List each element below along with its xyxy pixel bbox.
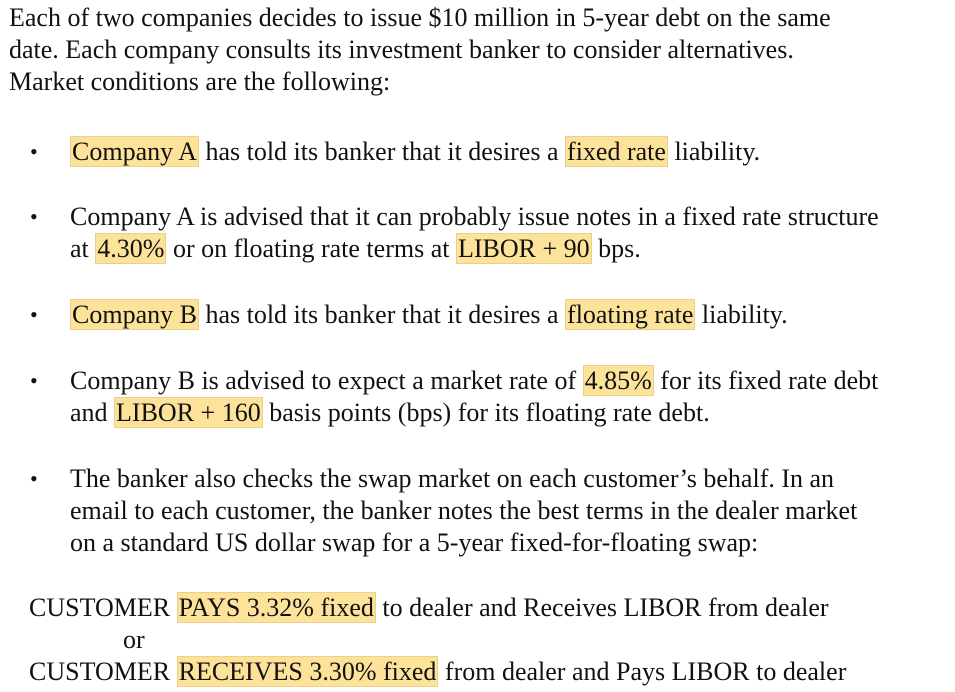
intro-line: Market conditions are the following: (9, 67, 391, 96)
intro-paragraph (9, 2, 939, 98)
swap-text-segment: from dealer and Pays LIBOR to dealer (438, 657, 847, 686)
bullet-icon: • (30, 139, 38, 164)
swap-or: or (123, 625, 145, 654)
swap-text-segment: to dealer and Receives LIBOR from dealer (375, 593, 829, 622)
bullet-icon: • (30, 368, 38, 393)
bullet-text (70, 299, 950, 331)
highlight-floating-rate-value: LIBOR + 160 (116, 398, 261, 427)
bullet-icon: • (30, 302, 38, 327)
highlight-fixed-rate-value: 4.85% (584, 366, 652, 395)
bullet-text-segment: or on floating rate terms at (166, 234, 456, 263)
intro-line: Each of two companies decides to issue $10 million in 5-year debt on the same (9, 3, 831, 32)
bullet-text-line: Company A is advised that it can probably issue notes in a fixed rate structure (70, 202, 879, 231)
bullet-text (70, 201, 950, 265)
bullet-text-segment: has told its banker that it desires a (198, 137, 566, 166)
swap-text-segment: CUSTOMER (29, 657, 177, 686)
bullet-text-segment: liability. (667, 137, 761, 166)
bullet-text-line: The banker also checks the swap market on each customer’s behalf. In an (70, 464, 835, 493)
bullet-text-line: on a standard US dollar swap for a 5-year fixed-for-floating swap: (70, 528, 759, 557)
bullet-text-segment: bps. (591, 234, 641, 263)
bullet-text-segment: for its fixed rate debt (653, 366, 879, 395)
bullet-text-line: email to each customer, the banker notes the best terms in the dealer market (70, 496, 858, 525)
bullet-icon: • (30, 204, 38, 229)
highlight-fixed-rate-value: 4.30% (97, 234, 165, 263)
bullet-text-segment: basis points (bps) for its floating rate debt. (262, 398, 710, 427)
highlight-floating-rate-value: LIBOR + 90 (457, 234, 590, 263)
intro-line: date. Each company consults its investment banker to consider alternatives. (9, 35, 794, 64)
swap-terms (29, 592, 949, 688)
bullet-text (70, 136, 950, 168)
bullet-text (70, 365, 950, 429)
bullet-icon: • (30, 466, 38, 491)
swap-text-segment: CUSTOMER (29, 593, 177, 622)
highlight-pays-fixed: PAYS 3.32% fixed (178, 593, 374, 622)
bullet-text-segment: and (70, 398, 115, 427)
highlight-company-a: Company A (72, 137, 197, 166)
highlight-receives-fixed: RECEIVES 3.30% fixed (178, 657, 437, 686)
highlight-company-b: Company B (72, 300, 197, 329)
bullet-text (70, 463, 950, 559)
highlight-fixed-rate: fixed rate (567, 137, 666, 166)
highlight-floating-rate: floating rate (567, 300, 694, 329)
bullet-text-segment: liability. (695, 300, 788, 329)
bullet-text-segment: has told its banker that it desires a (198, 300, 566, 329)
bullet-text-segment: Company B is advised to expect a market rate of (70, 366, 583, 395)
bullet-text-segment: at (70, 234, 96, 263)
